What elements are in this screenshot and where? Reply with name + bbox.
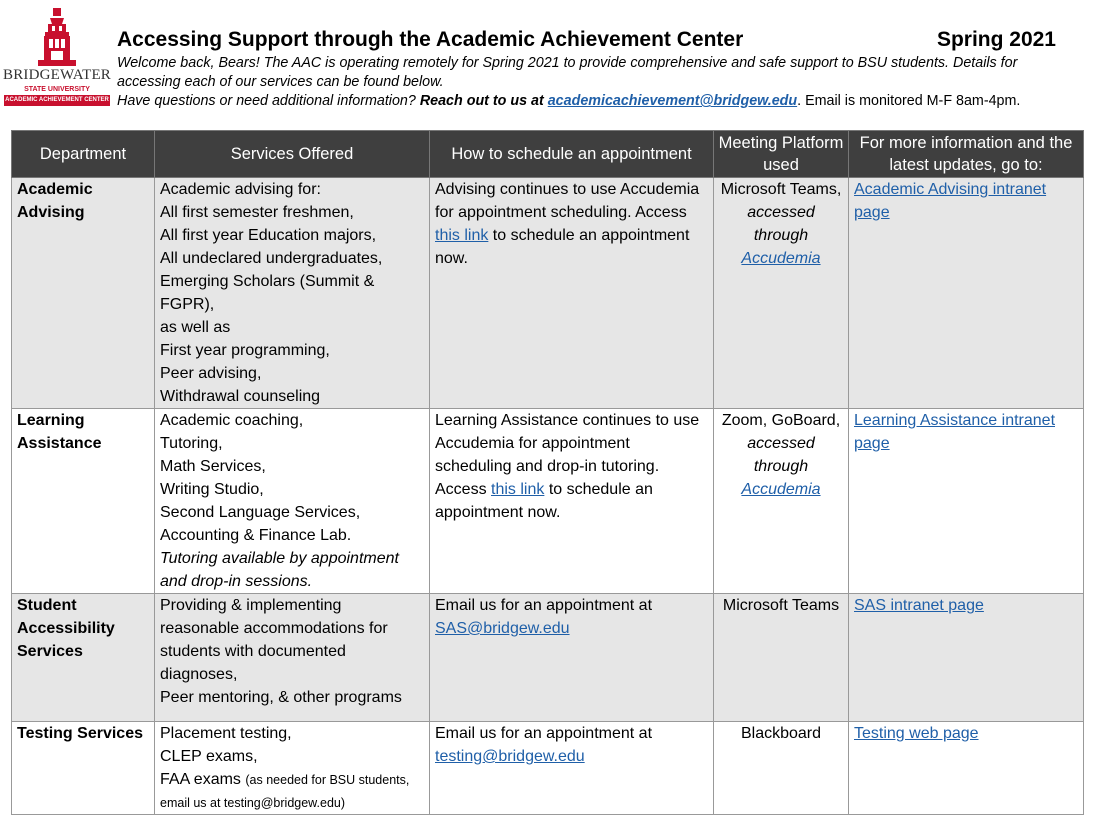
logo-name: BRIDGEWATER <box>2 67 112 83</box>
header-info: For more information and the latest updates, go to: <box>849 131 1084 178</box>
services-cell <box>155 409 430 594</box>
services-table <box>11 130 1084 815</box>
service-item: Peer mentoring, & other programs <box>160 689 402 706</box>
schedule-text-end: to schedule an appointment now. <box>435 481 653 521</box>
sas-email-link[interactable]: SAS@bridgew.edu <box>435 620 570 637</box>
platform-cell <box>714 409 849 594</box>
service-item: All first semester freshmen, <box>160 204 354 221</box>
schedule-cell <box>430 594 714 722</box>
email-note: . Email is monitored M-F 8am-4pm. <box>797 93 1021 109</box>
service-item: as well as <box>160 319 231 336</box>
dept-cell: Academic Advising <box>12 178 155 409</box>
schedule-text: Email us for an appointment at <box>435 725 653 742</box>
platform-via: accessed through <box>747 435 815 475</box>
reach-label: Reach out to us at <box>419 93 544 109</box>
schedule-text: Email us for an appointment at <box>435 597 653 614</box>
service-item: Writing Studio, <box>160 481 264 498</box>
schedule-cell <box>430 178 714 409</box>
testing-web-link[interactable]: Testing web page <box>854 725 979 742</box>
schedule-text: Learning Assistance continues to use Accudemia for appointment scheduling and drop-in tutoring. Access <box>435 412 700 498</box>
schedule-cell <box>430 409 714 594</box>
services-note: Tutoring available by appointment and drop-in sessions. <box>160 550 399 590</box>
service-item: First year programming, <box>160 342 330 359</box>
table-row-testing-services <box>12 722 1084 815</box>
schedule-text: Advising continues to use Accudemia for appointment scheduling. Access <box>435 181 700 221</box>
page-title: Accessing Support through the Academic Achievement Center <box>117 28 744 51</box>
service-item: Placement testing, <box>160 725 292 742</box>
accudemia-link[interactable]: Accudemia <box>741 481 821 498</box>
services-cell <box>155 178 430 409</box>
bell-tower-icon <box>2 6 112 68</box>
service-item: Withdrawal counseling <box>160 388 321 405</box>
platform-cell: Blackboard <box>714 722 849 815</box>
platform-via: accessed through <box>747 204 815 244</box>
service-item: Peer advising, <box>160 365 262 382</box>
intro-text <box>117 54 1067 111</box>
header-schedule: How to schedule an appointment <box>430 131 714 178</box>
schedule-cell <box>430 722 714 815</box>
service-item: Academic coaching, <box>160 412 304 429</box>
advising-intranet-link[interactable]: Academic Advising intranet page <box>854 181 1047 221</box>
service-item: Second Language Services, <box>160 504 361 521</box>
platform-name: Microsoft Teams, <box>720 181 842 198</box>
table-header-row <box>12 131 1084 178</box>
testing-email-link[interactable]: testing@bridgew.edu <box>435 748 585 765</box>
bsu-logo <box>2 6 112 106</box>
services-cell <box>155 722 430 815</box>
service-item: Math Services, <box>160 458 266 475</box>
service-item: Academic advising for: <box>160 181 321 198</box>
schedule-text-end: to schedule an appointment now. <box>435 227 690 267</box>
info-cell <box>849 409 1084 594</box>
logo-subtitle: STATE UNIVERSITY <box>24 86 90 93</box>
table-row-accessibility-services <box>12 594 1084 722</box>
dept-cell: Testing Services <box>12 722 155 815</box>
info-cell <box>849 178 1084 409</box>
service-item: Accounting & Finance Lab. <box>160 527 352 544</box>
header-platform: Meeting Platform used <box>714 131 849 178</box>
service-item: Tutoring, <box>160 435 223 452</box>
accudemia-link[interactable]: Accudemia <box>741 250 821 267</box>
sas-intranet-link[interactable]: SAS intranet page <box>854 597 984 614</box>
table-row-learning-assistance <box>12 409 1084 594</box>
service-item: Providing & implementing reasonable accommodations for students with documented diagnoses, <box>160 597 388 683</box>
questions-line <box>117 92 1067 111</box>
service-item: All first year Education majors, <box>160 227 377 244</box>
platform-name: Zoom, GoBoard, <box>721 412 841 429</box>
aac-email-link[interactable]: academicachievement@bridgew.edu <box>547 93 798 109</box>
term-label: Spring 2021 <box>936 28 1056 51</box>
dept-cell: Student Accessibility Services <box>12 594 155 722</box>
service-item: All undeclared undergraduates, <box>160 250 383 267</box>
service-item: CLEP exams, <box>160 748 258 765</box>
info-cell <box>849 722 1084 815</box>
logo-band: ACADEMIC ACHIEVEMENT CENTER <box>4 95 110 106</box>
info-cell <box>849 594 1084 722</box>
service-item: Emerging Scholars (Summit & FGPR), <box>160 273 375 313</box>
faa-note: (as needed for BSU students, email us at testing@bridgew.edu) <box>160 773 410 810</box>
advising-schedule-link[interactable]: this link <box>435 227 489 244</box>
header-department: Department <box>12 131 155 178</box>
learning-schedule-link[interactable]: this link <box>491 481 545 498</box>
platform-cell: Microsoft Teams <box>714 594 849 722</box>
questions-text: Have questions or need additional information? <box>117 93 416 109</box>
table-row-academic-advising <box>12 178 1084 409</box>
dept-cell: Learning Assistance <box>12 409 155 594</box>
header-services: Services Offered <box>155 131 430 178</box>
services-cell <box>155 594 430 722</box>
service-item: FAA exams <box>160 771 241 788</box>
platform-cell <box>714 178 849 409</box>
welcome-text: Welcome back, Bears! The AAC is operating remotely for Spring 2021 to provide comprehensive and safe support to BSU students. Details for accessing each of our services can be found below. <box>117 55 1018 90</box>
learning-intranet-link[interactable]: Learning Assistance intranet page <box>854 412 1056 452</box>
